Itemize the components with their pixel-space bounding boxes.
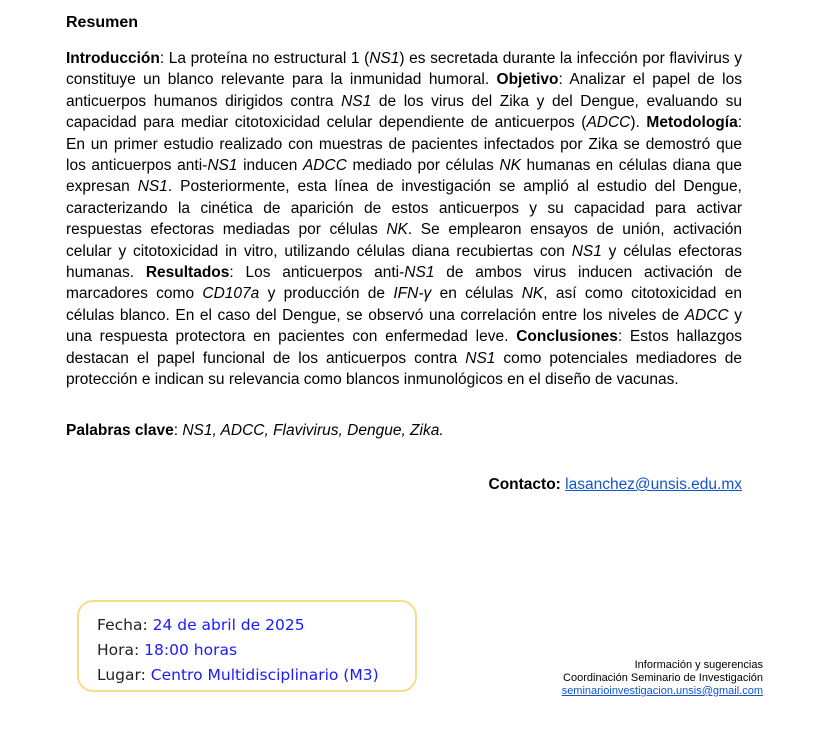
keywords-label: Palabras clave bbox=[66, 422, 174, 439]
info-organizer: Coordinación Seminario de Investigación bbox=[563, 672, 763, 684]
event-details-box bbox=[77, 600, 417, 692]
place-label: Lugar: bbox=[97, 666, 146, 684]
event-date-row bbox=[97, 616, 305, 634]
conclusions-label: Conclusiones bbox=[516, 328, 618, 346]
date-value: 24 de abril de 2025 bbox=[152, 616, 305, 634]
keywords-value: NS1, ADCC, Flavivirus, Dengue, Zika. bbox=[182, 422, 444, 439]
results-label: Resultados bbox=[145, 264, 230, 282]
contact-email-link[interactable]: lasanchez@unsis.edu.mx bbox=[565, 476, 742, 493]
date-label: Fecha: bbox=[97, 616, 148, 634]
event-place-row bbox=[97, 666, 379, 684]
keywords-line: Palabras clave: NS1, ADCC, Flavivirus, Dengue, Zika. bbox=[66, 422, 444, 439]
time-value: 18:00 horas bbox=[144, 641, 238, 659]
methodology-label: Metodología bbox=[646, 114, 738, 132]
objective-label: Objetivo bbox=[496, 71, 559, 89]
intro-label: Introducción bbox=[66, 50, 160, 67]
event-time-row bbox=[97, 641, 237, 659]
info-title: Información y sugerencias bbox=[634, 659, 763, 671]
contact-line bbox=[489, 474, 743, 495]
abstract-paragraph: Introducción: La proteína no estructural 1 (NS1) es secretada durante la infección por flavivirus y constituye un blanco relevante para la inmunidad humoral. Objetivo: Analizar el papel de los anticuerpos humanos dirigidos contra NS1 de los virus del Zika y del Dengue, evaluando su capacidad para mediar citotoxicidad celular dependiente de anticuerpos (ADCC). Metodología: En un primer estudio realizado con muestras de pacientes infectados por Zika se demostró que los anticuerpos anti-NS1 inducen ADCC mediado por células NK humanas en células diana que expresan NS1. Posteriormente, esta línea de investigación se amplió al estudio del Dengue, caracterizando la cinética de aparición de estos anticuerpos y su capacidad para activar respuestas efectoras mediadas por células NK. Se emplearon ensayos de unión, activación celular y citotoxicidad in vitro, utilizando células diana recubiertas con NS1 y células efectoras humanas. Resultados: Los anticuerpos anti-NS1 de ambos virus inducen activación de marcadores como CD107a y producción de IFN-γ en células NK, así como citotoxicidad en células blanco. En el caso del Dengue, se observó una correlación entre los niveles de ADCC y una respuesta protectora en pacientes con enfermedad leve. Conclusiones: Estos hallazgos destacan el papel funcional de los anticuerpos contra NS1 como potenciales mediadores de protección e indican su relevancia como blancos inmunológicos en el diseño de vacunas. bbox=[66, 50, 743, 389]
contact-label: Contacto: bbox=[488, 476, 561, 493]
section-heading: Resumen bbox=[66, 14, 139, 31]
place-value: Centro Multidisciplinario (M3) bbox=[150, 666, 379, 684]
info-footer bbox=[562, 659, 763, 698]
time-label: Hora: bbox=[97, 641, 140, 659]
info-email-link[interactable]: seminarioinvestigacion.unsis@gmail.com bbox=[561, 685, 763, 697]
